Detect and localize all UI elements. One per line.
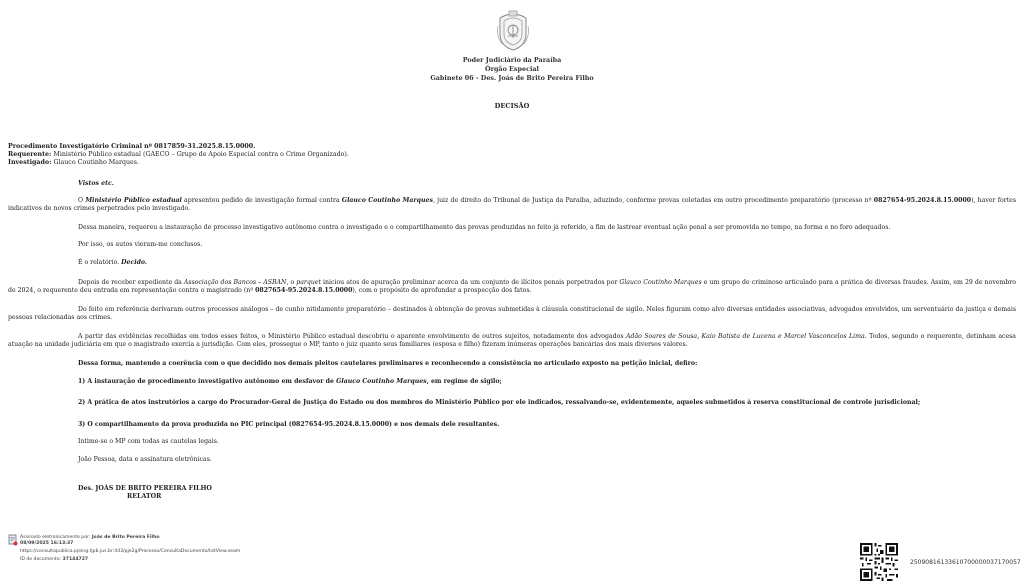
header-court: Poder Judiciário da Paraíba xyxy=(462,56,562,64)
document-number: 25090816133610700000037170057 xyxy=(910,559,1021,566)
paragraph-3: Por isso, os autos vieram-me conclusos. xyxy=(78,241,203,248)
investigated-value: Glauco Coutinho Marques. xyxy=(51,159,139,166)
investigated-line xyxy=(8,159,139,167)
item1-investigated: Glauco Coutinho Marques xyxy=(336,378,427,385)
paragraph-5 xyxy=(8,279,1016,296)
footer-doc-label: ID do documento: xyxy=(20,557,63,562)
vistos-paragraph xyxy=(78,180,1016,188)
paragraph-10: João Pessoa, data e assinatura eletrônicas. xyxy=(78,456,212,463)
p7-text-a: A partir das evidências recolhidas em todos esses feitos, o Ministério Público estadual descobriu o aparente envolvimento de outros sujeitos, notadamente dos advogados xyxy=(78,333,627,340)
ruling-item-1 xyxy=(78,378,1016,386)
footer-signer: Joás de Brito Pereira Filho xyxy=(91,535,160,540)
paragraph-4 xyxy=(8,259,1016,267)
ruling-item-2: 2) A prática de atos instrutórios a cargo do Procurador-Geral de Justiça do Estado ou dos membros do Ministério Público por ele indicados, ressalvando-se, evidentemente, aqueles submetidos à reserva constitucional de controle jurisdicional; xyxy=(78,399,921,406)
footer-doc-id: 37144727 xyxy=(62,557,89,562)
header-office: Gabinete 06 - Des. Joás de Brito Pereira Filho xyxy=(430,74,594,82)
ruling-item-3: 3) O compartilhamento da prova produzida no PIC principal (0827654-95.2024.8.15.0000) e nos demais dele resultantes. xyxy=(78,421,500,428)
signature-role: RELATOR xyxy=(127,493,162,500)
procedure-line xyxy=(8,143,255,151)
footer-doc-id-line xyxy=(20,557,88,563)
p7-lawyers: Adão Soares de Sousa, Kaio Batista de Lucena e Marcel Vasconcelos Lima xyxy=(626,333,865,340)
header-organ: Órgão Especial xyxy=(485,65,539,73)
paragraph-8: Dessa forma, mantendo a coerência com o que decidido nos demais pleitos cautelares preliminares e reconhecendo a consistência no articulado exposto na petição inicial, defiro: xyxy=(78,360,698,367)
vistos-text: Vistos etc. xyxy=(78,180,114,187)
requester-line xyxy=(8,151,349,159)
paragraph-9: Intime-se o MP com todas as cautelas legais. xyxy=(78,438,219,445)
requester-value: Ministério Público estadual (GAECO – Grupo de Apoio Especial contra o Crime Organizado). xyxy=(51,151,349,158)
p5-process-number: 0827654-95.2024.8.15.0000 xyxy=(255,287,353,295)
p1-text-b: apresentou pedido de investigação formal contra xyxy=(181,197,342,204)
p1-investigated: Glauco Coutinho Marques xyxy=(341,197,433,204)
document-signed-icon xyxy=(8,534,18,546)
p1-text-a: O xyxy=(78,197,86,204)
item1-text-b: , em regime de sigilo; xyxy=(426,378,502,385)
p4-decido: Decido. xyxy=(121,259,148,266)
investigated-label: Investigado: xyxy=(8,159,52,166)
p5-text-b: , o xyxy=(286,279,297,286)
footer-signed-label: Assinado eletronicamente por: xyxy=(20,535,92,540)
document-title: DECISÃO xyxy=(494,102,530,110)
footer-url[interactable]: https://consultapublica.pjeing.tjpb.jus.br:443/pje2g/Processo/ConsultaDocumento/listView.seam xyxy=(20,549,241,554)
p1-mp: Ministério Público estadual xyxy=(85,197,182,204)
qr-code-icon xyxy=(860,543,898,581)
p5-asban: Associação dos Bancos – ASBAN xyxy=(183,279,287,286)
signature-name: Des. JOÁS DE BRITO PEREIRA FILHO xyxy=(78,485,212,492)
coat-of-arms-icon xyxy=(496,8,530,52)
p5-parquet: parquet xyxy=(296,279,321,286)
p1-text-c: , juiz de direito do Tribunal de Justiça da Paraíba, aduzindo, conforme provas coletadas em outro procedimento preparatório (processo nº xyxy=(432,197,874,204)
p1-process-number: 0827654-95.2024.8.15.0000 xyxy=(873,197,972,204)
item1-text-a: 1) A instauração de procedimento investigativo autônomo em desfavor de xyxy=(78,378,337,385)
p5-text-c: iniciou atos de apuração preliminar acerca da um conjunto de ilícitos penais perpetrados por xyxy=(320,279,620,286)
paragraph-2: Dessa maneira, requereu a instauração de processo investigativo autônomo contra o investigado e o compartilhamento das provas produzidas no feito já referido, a fim de lastrear eventual ação penal a ser promovida no tempo, na forma e no foro adequados. xyxy=(78,224,891,231)
p5-text-e: ), com o propósito de aprofundar a prospecção dos fatos. xyxy=(352,287,532,295)
paragraph-1 xyxy=(8,197,1016,214)
p1-text-d: ), haver fortes indicativos de novos crimes perpetrados pelo investigado. xyxy=(8,197,1017,213)
p4-text: É o relatório. xyxy=(78,259,122,266)
footer-signed-date: 08/09/2025 16:13:37 xyxy=(20,541,74,546)
procedure-label: Procedimento Investigatório Criminal nº 0817859-31.2025.8.15.0000. xyxy=(8,143,256,150)
p5-text-d: e um grupo de criminoso articulado para a prática de diversas fraudes. Assim, em 29 de novembro de 2024, o requerente deu entrada em representação contra o magistrado (nº xyxy=(8,279,1016,295)
paragraph-6: Do feito em referência derivaram outros processos análogos – de cunho nitidamente preparatório – destinados à obtenção de provas submetidas à cláusula constitucional de sigilo. Neles figuram como alvo diversas entidades associativas, advogados envolvidos, um serventuário da justiça e demais pessoas relacionadas aos crimes. xyxy=(8,306,1016,322)
requester-label: Requerente: xyxy=(8,151,52,158)
p7-text-b: . Todos, segundo o requerente, detinham acesa atuação na unidade judiciária em que o magistrado exercia a jurisdição. Com eles, prossegue o MP, tanto o juiz quanto seus familiares (esposa e filho) fizeram inúmeras operações bancárias dos mais diversos valores. xyxy=(8,333,1017,349)
p5-text-a: Depois de receber expediente da xyxy=(78,279,184,286)
p5-investigated: Glauco Coutinho Marques xyxy=(619,279,702,286)
paragraph-7 xyxy=(8,333,1016,350)
